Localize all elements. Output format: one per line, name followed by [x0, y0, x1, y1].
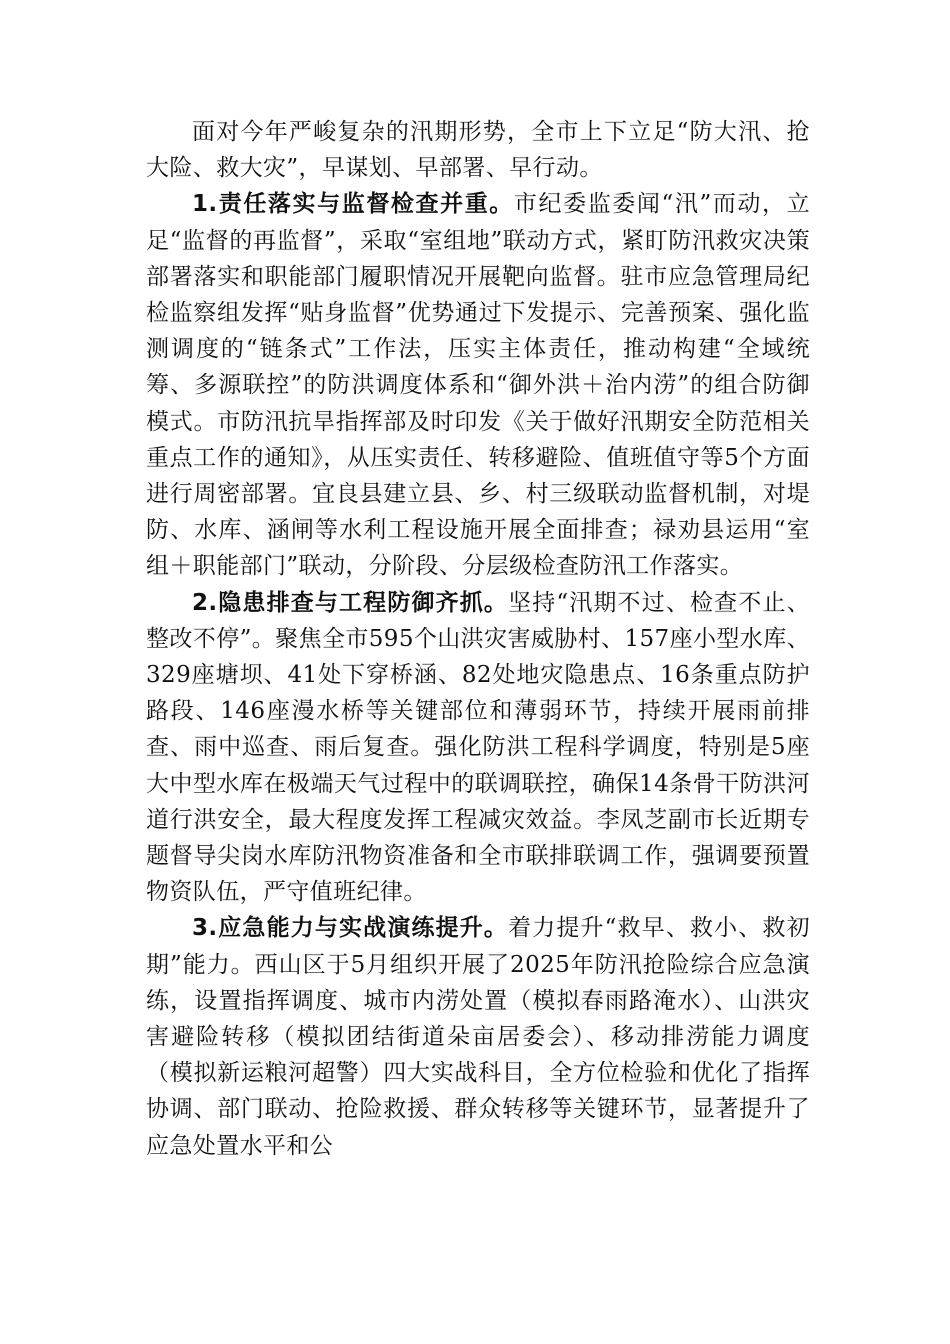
- section-1-body: 市纪委监委闻“汛”而动，立足“监督的再监督”，采取“室组地”联动方式，紧盯防汛救灾决策部署落实和职能部门履职情况开展靶向监督。驻市应急管理局纪检监察组发挥“贴身监督”优势通过下发提示、完善预案、强化监测调度的“链条式”工作法，压实主体责任，推动构建“全域统筹、多源联控”的防洪调度体系和“御外洪＋治内涝”的组合防御模式。市防汛抗旱指挥部及时印发《关于做好汛期安全防范相关重点工作的通知》，从压实责任、转移避险、值班值守等5个方面进行周密部署。宜良县建立县、乡、村三级联动监督机制，对堤防、水库、涵闸等水利工程设施开展全面排查；禄劝县运用“室组＋职能部门”联动，分阶段、分层级检查防汛工作落实。: [146, 191, 811, 580]
- section-2-body: 坚持“汛期不过、检查不止、整改不停”。聚焦全市595个山洪灾害威胁村、157座小型水库、329座塘坝、41处下穿桥涵、82处地灾隐患点、16条重点防护路段、146座漫水桥等关键部位和薄弱环节，持续开展雨前排查、雨中巡查、雨后复查。强化防洪工程科学调度，特别是5座大中型水库在极端天气过程中的联调联控，确保14条骨干防洪河道行洪安全，最大程度发挥工程减灾效益。李凤芝副市长近期专题督导尖岗水库防汛物资准备和全市联排联调工作，强调要预置物资队伍，严守值班纪律。: [146, 589, 810, 906]
- intro-paragraph: [146, 114, 810, 186]
- section-1-paragraph: [146, 186, 810, 584]
- section-3-heading: 3.应急能力与实战演练提升。: [192, 915, 509, 942]
- section-3-paragraph: [146, 910, 810, 1163]
- intro-text: 面对今年严峻复杂的汛期形势，全市上下立足“防大汛、抢大险、救大灾”，早谋划、早部署、早行动。: [146, 119, 810, 182]
- section-2-paragraph: [146, 585, 810, 911]
- section-2-heading: 2.隐患排查与工程防御齐抓。: [192, 589, 509, 616]
- section-1-heading: 1.责任落实与监督检查并重。: [192, 191, 514, 218]
- section-3-body: 着力提升“救早、救小、救初期”能力。西山区于5月组织开展了2025年防汛抢险综合应急演练，设置指挥调度、城市内涝处置（模拟春雨路淹水）、山洪灾害避险转移（模拟团结街道朵亩居委会）、移动排涝能力调度（模拟新运粮河超警）四大实战科目，全方位检验和优化了指挥协调、部门联动、抢险救援、群众转移等关键环节，显著提升了应急处置水平和公: [146, 915, 810, 1159]
- document-page: [146, 114, 810, 1164]
